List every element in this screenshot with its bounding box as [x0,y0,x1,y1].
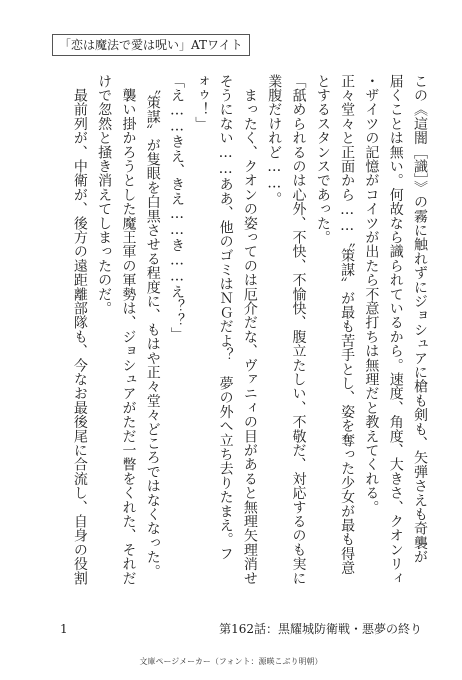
text-line: 最前列が、中衛が、後方の遠距離部隊も、今なお最後尾に合流し、自身の役割 [71,74,88,586]
text-line: 襲い掛かろうとした魔王軍の軍勢は、ジョシュアがただ一瞥をくれた、それだ [120,74,137,586]
body-text [36,74,432,602]
text-line: この《這闇［識］》の霧に触れずにジョシュアに槍も剣も、矢弾さえも奇襲が [412,74,428,564]
text-line: ・ザイツの記憶がコイツが出たら不意打ちは無理だと教えてくれる。 [363,74,380,515]
book-title-box: 「恋は魔法で愛は呪い」ATワイト [52,34,250,56]
text-line: まったく、クオンの姿ってのは厄介だな、ヴァニィの目があると無理矢理消せ [241,74,258,586]
text-line: 届くことは無い。何故なら識られているから。速度、角度、大きさ、クオンリィ [387,74,404,586]
text-line: 業腹だけれど……。 [266,74,283,206]
text-line: 「舐められるのは心外、不快、不愉快、腹立たしい、不敬だ、対応するのも実に [290,74,307,586]
text-line: 〝策謀〟が隻眼を白黒させる程度に、もはや正々堂々どころではなくなった。 [144,74,161,579]
text-line: ォゥ！」 [193,74,210,131]
generator-credit: 文庫ページメーカー（フォント：源暎こぶり明朝） [139,657,323,666]
text-line: そうにない……ああ、他のゴミはＮＧだよ？ 夢の外へ立ち去りたまえ。フ [217,74,234,561]
text-line: 正々堂々と正面から……〝策謀〟が最も苦手とし、姿を奪った少女が最も得意 [339,74,356,575]
text-line: とするスタンスであった。 [314,74,331,245]
text-line: 「え……きえ、きえ……き……え？？」 [169,74,186,342]
text-line: けで忽然と掻き消えてしまったのだ。 [96,74,113,316]
chapter-title: 第162話：黒耀城防衛戦・悪夢の終り [219,622,422,636]
page-number: 1 [60,622,68,636]
